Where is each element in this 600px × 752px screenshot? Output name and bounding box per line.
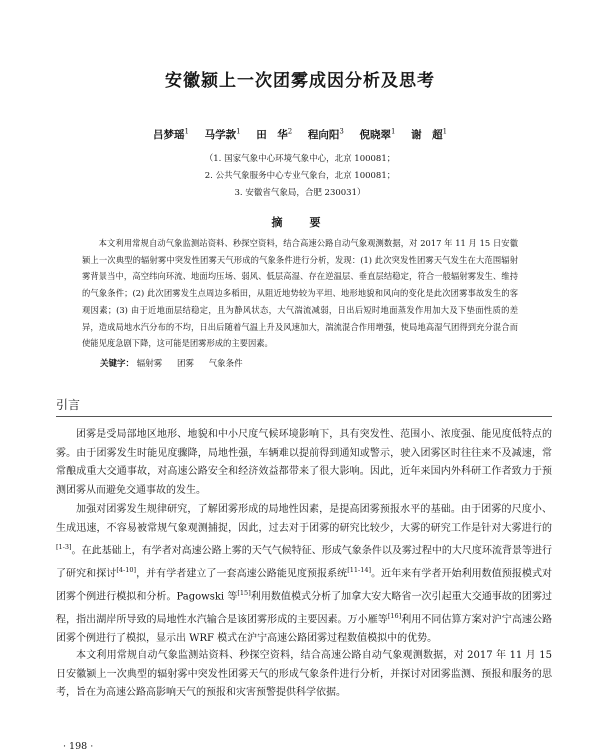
- author: 马学款$^1$: [204, 127, 241, 141]
- keywords: [100, 356, 520, 372]
- keywords-label: 关键字：: [100, 359, 135, 369]
- abstract-text: 本文利用常规自动气象监测站资料、秒探空资料，结合高速公路自动气象观测数据，对 2017 年 11 月 15 日安徽颍上一次典型的辐射雾中突发性团雾天气形成的气象条件进行分析，发现：(1) 此次突发性团雾天气发生在大范围辐射雾背景当中，高空纬向环流、地面均压场、弱风、低层高湿、存在逆温层、垂直层结稳定，符合一般辐射雾发生、维持的气象条件；(2) 此次团雾发生点周边多稻田，从阻近地势较为平坦、地形地貌和风向的变化是此次团雾事故发生的客观因素；(3) 由于近地面层结稳定，且为静风状态，大气湍流减弱，日出后短时地面蒸发作用加大及下垫面性质的差异，造成局地水汽分布的不均，日出后随着气温上升及风速加大，湍流混合作用增强，使局地高湿气团得到充分混合而使能见度急剧下降，这可能是团雾形成的主要因素。: [82, 238, 518, 349]
- page-number: · 198 ·: [63, 741, 94, 752]
- author: 吕梦瑶$^1$: [152, 127, 189, 141]
- abstract-heading: 摘 要: [271, 216, 329, 229]
- author: 谢 超$^1$: [411, 127, 448, 141]
- affiliations: [0, 151, 600, 202]
- citation: [1-3]: [56, 543, 72, 552]
- citation: [4-10]: [116, 566, 137, 575]
- author-list: [0, 127, 600, 142]
- paper-title: 安徽颍上一次团雾成因分析及思考: [165, 71, 435, 91]
- author: 田 华$^2$: [256, 127, 293, 141]
- affiliation-line: 3. 安徽省气象局，合肥 230031）: [234, 188, 366, 198]
- citation: [11-14]: [347, 566, 372, 575]
- keyword: 团雾: [176, 359, 194, 369]
- citation: [16]: [387, 611, 402, 620]
- author: 倪晓翠$^1$: [359, 127, 396, 141]
- affiliation-line: （1. 国家气象中心环境气象中心，北京 100081；: [204, 154, 396, 164]
- intro-paragraph: 加强对团雾发生规律研究，了解团雾形成的局地性因素，是提高团雾预报水平的基础。由于团雾的尺度小、生成迅速，不容易被常规气象观测捕捉，因此，过去对于团雾的研究比较少，大雾的研究工作是针对大雾进行的[1-3]。在此基础上，有学者对高速公路上雾的天气气候特征、形成气象条件以及雾过程中的大尺度环流背景等进行了研究和探讨[4-10]，并有学者建立了一套高速公路能见度预报系统[11-14]。近年来有学者开始利用数值预报模式对团雾个例进行模拟和分析。Pagowski 等[15]利用数值模式分析了加拿大安大略省一次引起重大交通事故的团雾过程，指出湖岸所导致的局地性水汽输合是该团雾形成的主要因素。万小雁等[16]利用不同估算方案对沪宁高速公路团雾个例进行了模拟，显示出 WRF 模式在沪宁高速公路团雾过程数值模拟中的优势。: [56, 504, 553, 644]
- section-heading-intro: 引言: [56, 398, 81, 412]
- section-divider: [56, 416, 552, 417]
- intro-paragraph: 团雾是受局部地区地形、地貌和中小尺度气候环境影响下，具有突发性、范围小、浓度强、能见度低特点的雾。由于团雾发生时能见度骤降，局地性强，车辆难以提前得到通知或警示，驶入团雾区时往往来不及减速，常常酿成重大交通事故，对高速公路安全和经济效益都带来了很大影响。因此，近年来国内外科研工作者致力于预测团雾从而避免交通事故的发生。: [56, 429, 552, 496]
- keyword: 气象条件: [208, 359, 243, 369]
- keyword: 辐射雾: [136, 359, 163, 369]
- affiliation-line: 2. 公共气象服务中心专业气象台，北京 100081；: [204, 171, 396, 181]
- citation: [15]: [237, 589, 251, 598]
- author: 程向阳$^3$: [307, 127, 344, 141]
- intro-paragraph: 本文利用常规自动气象监测站资料、秒探空资料，结合高速公路自动气象观测数据，对 2017 年 11 月 15 日安徽颍上一次典型的辐射雾中突发性团雾天气的形成气象条件进行分析，并探讨对团雾监测、预报和服务的思考，旨在为高速公路高影响天气的预报和灾害预警提供科学依据。: [56, 650, 552, 699]
